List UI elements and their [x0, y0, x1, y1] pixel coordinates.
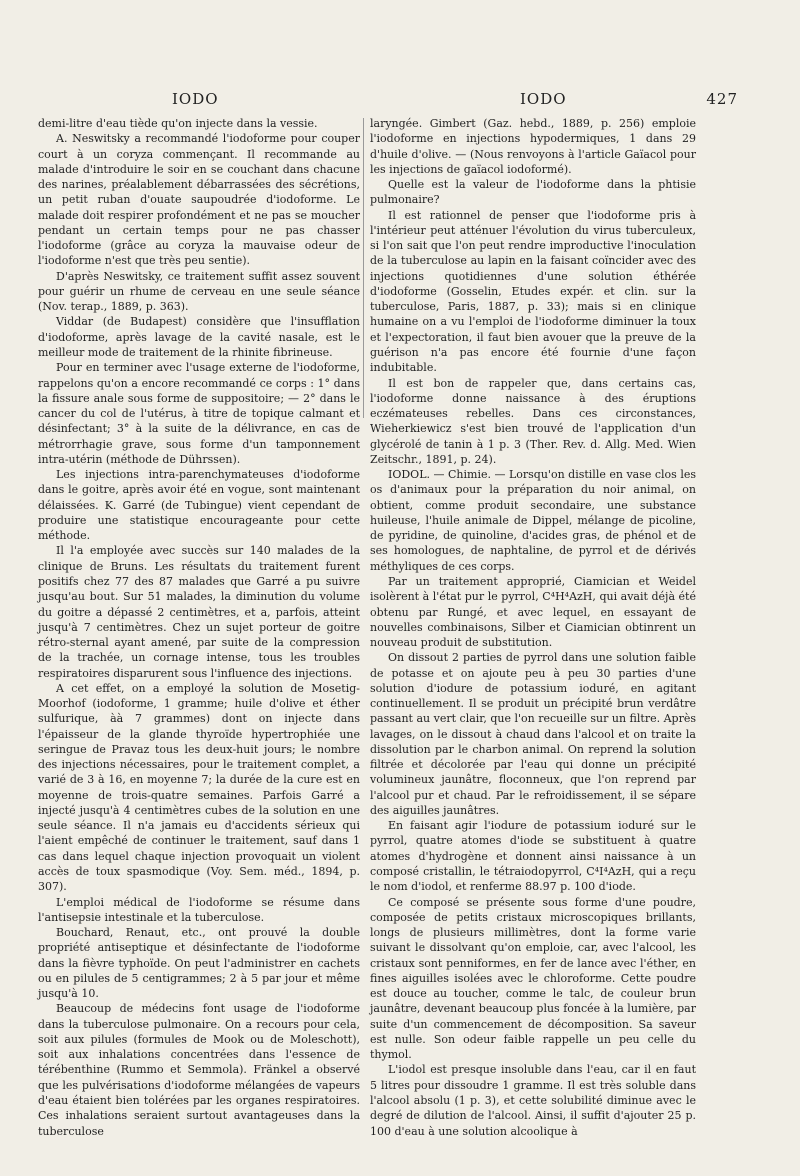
- paragraph: Ce composé se présente sous forme d'une poudre, composée de petits cristaux microscopiques brillants, longs de plusieurs millimètres, dont la forme varie suivant le dissolvant qu'on emploie, car, avec l'alcool, les cristaux sont penniformes, en fer de lance avec l'éther, en fines aiguilles isolées avec le chloroforme. Cette poudre est douce au toucher, comme le talc, de couleur brun jaunâtre, devenant beaucoup plus foncée à la lumière, par suite d'un commencement de décomposition. Sa saveur est nulle. Son odeur faible rappelle un peu celle du thymol.: [370, 895, 696, 1062]
- paragraph: laryngée. Gimbert (Gaz. hebd., 1889, p. 256) emploie l'iodoforme en injections hypodermiques, 1 dans 29 d'huile d'olive. — (Nous renvoyons à l'article Gaïacol pour les injections de gaïacol iodoformé).: [370, 117, 696, 176]
- paragraph: Pour en terminer avec l'usage externe de l'iodoforme, rappelons qu'on a encore recommandé ce corps : 1° dans la fissure anale sous forme de suppositoire; — 2° dans le cancer du col de l'utérus, à titre de topique calmant et désinfectant; 3° à la suite de la délivrance, en cas de métrorrhagie grave, sous forme d'un tamponnement intra-utérin (méthode de Dührssen).: [38, 361, 360, 466]
- entry-iodol: IODOL. — Chimie. — Lorsqu'on distille en vase clos les os d'animaux pour la préparation du noir animal, on obtient, comme produit secondaire, une substance huileuse, l'huile animale de Dippel, mélange de picoline, de pyridine, de quinoline, d'acides gras, de phénol et de ses homologues, de naphtaline, de pyrrol et de dérivés méthyliques de ces corps.: [370, 468, 696, 573]
- paragraph: Il l'a employée avec succès sur 140 malades de la clinique de Bruns. Les résultats du traitement furent positifs chez 77 des 87 malades que Garré a pu suivre jusqu'au bout. Sur 51 malades, la diminution du volume du goitre a dépassé 2 centimètres, et a, parfois, atteint jusqu'à 7 centimètres. Chez un sujet porteur de goitre rétro-sternal ayant amené, par suite de la compression de la trachée, un cornage intense, tous les troubles respiratoires disparurent sous l'influence des injections.: [38, 544, 360, 680]
- paragraph: A. Neswitsky a recommandé l'iodoforme pour couper court à un coryza commençant. Il recommande au malade d'introduire le soir en se couchant dans chacune des narines, préalablement débarrassées des sécrétions, un petit ruban d'ouate saupoudrée d'iodoforme. Le malade doit respirer profondément et ne pas se moucher pendant un certain temps pour ne pas chasser l'iodoforme (grâce au coryza la mauvaise odeur de l'iodoforme n'est que très peu sentie).: [38, 132, 360, 268]
- running-header-center: IODO: [520, 90, 567, 108]
- paragraph: demi-litre d'eau tiède qu'on injecte dans la vessie.: [38, 117, 318, 130]
- paragraph: En faisant agir l'iodure de potassium ioduré sur le pyrrol, quatre atomes d'iode se substituent à quatre atomes d'hydrogène et donnent ainsi naissance à un composé cristallin, le tétraiodopyrrol, C⁴I⁴AzH, qui a reçu le nom d'iodol, et renferme 88.97 p. 100 d'iode.: [370, 819, 696, 894]
- paragraph: Par un traitement approprié, Ciamician et Weidel isolèrent à l'état pur le pyrrol, C⁴H⁴AzH, qui avait déjà été obtenu par Rungé, et avec lequel, en essayant de nouvelles combinaisons, Silber et Ciamician obtinrent un nouveau produit de substitution.: [370, 574, 696, 650]
- paragraph: Il est rationnel de penser que l'iodoforme pris à l'intérieur peut atténuer l'évolution du virus tuberculeux, si l'on sait que l'on peut rendre improductive l'inoculation de la tuberculose au lapin en la faisant coïncider avec des injections quotidiennes d'une solution éthérée d'iodoforme (Gosselin, Etudes expér. et clin. sur la tuberculose, Paris, 1887, p. 33); mais si en clinique humaine on a vu l'emploi de l'iodoforme diminuer la toux et l'expectoration, il faut bien avouer que la preuve de la guérison n'a pas encore été fournie d'une façon indubitable.: [370, 208, 696, 375]
- paragraph: Les injections intra-parenchymateuses d'iodoforme dans le goitre, après avoir été en vogue, sont maintenant délaissées. K. Garré (de Tubingue) vient cependant de produire une statistique encourageante pour cette méthode.: [38, 468, 360, 543]
- column-divider: [363, 118, 364, 418]
- paragraph: Viddar (de Budapest) considère que l'insufflation d'iodoforme, après lavage de la cavité nasale, est le meilleur mode de traitement de la rhinite fibrineuse.: [38, 315, 360, 359]
- paragraph: Beaucoup de médecins font usage de l'iodoforme dans la tuberculose pulmonaire. On a recours pour cela, soit aux pilules (formules de Mook ou de Moleschott), soit aux inhalations concentrées dans l'essence de térébenthine (Rummo et Semmola). Fränkel a observé que les pulvérisations d'iodoforme mélangées de vapeurs d'eau étaient bien tolérées par les organes respiratoires. Ces inhalations seraient surtout avantageuses dans la tuberculose: [38, 1002, 360, 1138]
- paragraph: Bouchard, Renaut, etc., ont prouvé la double propriété antiseptique et désinfectante de l'iodoforme dans la fièvre typhoïde. On peut l'administrer en cachets ou en pilules de 5 centigrammes; 2 à 5 par jour et même jusqu'à 10.: [38, 926, 360, 1001]
- paragraph: L'iodol est presque insoluble dans l'eau, car il en faut 5 litres pour dissoudre 1 gramme. Il est très soluble dans l'alcool absolu (1 p. 3), et cette solubilité diminue avec le degré de dilution de l'alcool. Ainsi, il suffit d'ajouter 25 p. 100 d'eau à une solution alcoolique à: [370, 1063, 696, 1138]
- right-column: [370, 116, 696, 1139]
- paragraph: A cet effet, on a employé la solution de Mosetig-Moorhof (iodoforme, 1 gramme; huile d'olive et éther sulfurique, àà 7 grammes) dont on injecte dans l'épaisseur de la glande thyroïde hypertrophiée une seringue de Pravaz tous les deux-huit jours; le nombre des injections nécessaires, pour le traitement complet, a varié de 3 à 16, en moyenne 7; la durée de la cure est en moyenne de trois-quatre semaines. Parfois Garré a injecté jusqu'à 4 centimètres cubes de la solution en une seule séance. Il n'a jamais eu d'accidents sérieux qui l'aient empêché de continuer le traitement, sauf dans 1 cas dans lequel chaque injection provoquait un violent accès de toux spasmodique (Voy. Sem. méd., 1894, p. 307).: [38, 681, 360, 894]
- running-header-left: IODO: [172, 90, 219, 108]
- page-number: 427: [706, 90, 738, 108]
- paragraph: D'après Neswitsky, ce traitement suffit assez souvent pour guérir un rhume de cerveau en une seule séance (Nov. terap., 1889, p. 363).: [38, 269, 360, 314]
- paragraph: On dissout 2 parties de pyrrol dans une solution faible de potasse et on ajoute peu à peu 30 parties d'une solution d'iodure de potassium ioduré, en agitant continuellement. Il se produit un précipité brun verdâtre passant au vert clair, que l'on recueille sur un filtre. Après lavages, on le dissout à chaud dans l'alcool et on traite la dissolution par le charbon animal. On reprend la solution filtrée et décolorée par l'eau qui donne un précipité volumineux jaunâtre, floconneux, que l'on reprend par l'alcool pur et chaud. Par le refroidissement, il se sépare des aiguilles jaunâtres.: [370, 651, 696, 817]
- left-column: [38, 116, 360, 1139]
- paragraph: Quelle est la valeur de l'iodoforme dans la phtisie pulmonaire?: [370, 178, 696, 207]
- paragraph: L'emploi médical de l'iodoforme se résume dans l'antisepsie intestinale et la tuberculose.: [38, 895, 360, 924]
- paragraph: Il est bon de rappeler que, dans certains cas, l'iodoforme donne naissance à des éruptions eczémateuses rebelles. Dans ces circonstances, Wieherkiewicz s'est bien trouvé de l'application d'un glycérolé de tanin à 1 p. 3 (Ther. Rev. d. Allg. Med. Wien Zeitschr., 1891, p. 24).: [370, 376, 696, 466]
